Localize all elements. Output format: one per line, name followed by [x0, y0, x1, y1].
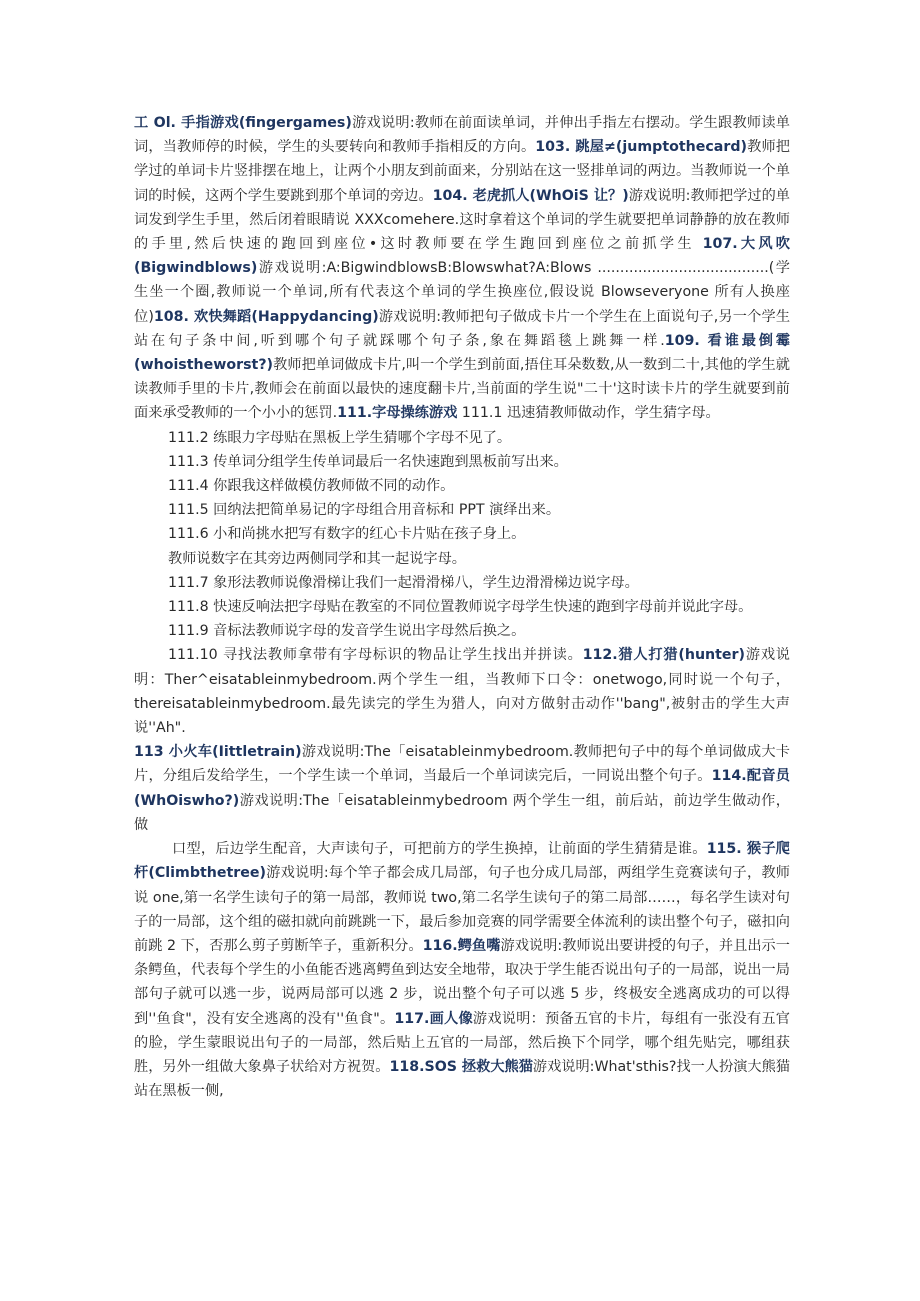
body-text: 游戏说明:The「eisatableinmybedroom 两个学生一组，前后站，前边学生做动作，做	[134, 792, 790, 833]
section-heading: 117.画人像	[394, 1010, 473, 1027]
section-heading: 109. 看谁最倒霉(whoistheworst?)	[134, 332, 790, 374]
section-heading: 116.鳄鱼嘴	[422, 937, 501, 954]
section-heading: 115. 猴子爬杆(Climbthetree)	[134, 841, 790, 882]
body-text: 游戏说明:教师把学过的单词发到学生手里，然后闭着眼睛说 XXXcomehere.这时拿着这个单词的学生就要把单词静静的放在教师的手里,然后快速的跑回到座位•这时教师要在学生跑回到座位之前抓学生	[134, 187, 790, 253]
paragraph	[134, 111, 790, 426]
body-text: 111.10 寻找法教师拿带有字母标识的物品让学生找出并拼读。	[168, 647, 583, 664]
body-text: 111.8 快速反响法把字母贴在教室的不同位置教师说字母学生快速的跑到字母前并说此字母。	[168, 599, 753, 616]
body-text: 游戏说明:What'sthis?找一人扮演大熊猫站在黑板一侧,	[134, 1058, 790, 1100]
section-heading: 104. 老虎抓人(WhOiS 让？)	[432, 187, 629, 204]
body-text: 教师把学过的单词卡片竖排摆在地上，让两个小朋友到前面来，分别站在这一竖排单词的两边。当教师说一个单词的时候，这两个学生要跳到那个单词的旁边。	[134, 139, 790, 204]
body-text: 游戏说明:The「eisatableinmybedroom.教师把句子中的每个单词做成大卡片，分组后发给学生，一个学生读一个单词，当最后一个单词读完后，一同说出整个句子。	[134, 744, 790, 785]
body-text: 111.1 迅速猜教师做动作，学生猜字母。	[457, 405, 720, 422]
body-text: 游戏说明:每个竿子都会成几局部，句子也分成几局部，两组学生竞赛读句子，教师说 one,第一名学生读句子的第一局部，教师说 two,第二名学生读句子的第二局部……，每名学生读对句子的一局部，这个组的磁扣就向前跳跳一下，最后参加竞赛的同学需要全体流利的读出整个句子，磁扣向前跳 2 下，否那么剪子剪断竿子，重新积分。	[134, 865, 790, 954]
body-text: 口型，后边学生配音，大声读句子，可把前方的学生换掉，让前面的学生猜猜是谁。	[172, 841, 707, 858]
section-heading: 113 小火车(Iittletrain)	[134, 744, 302, 761]
body-text: 游戏说明:教师在前面读单词，并伸出手指左右摆动。学生跟教师读单词，当教师停的时候，学生的头要转向和教师手指相反的方向。	[134, 115, 790, 156]
paragraph	[134, 619, 790, 643]
paragraph	[134, 547, 790, 571]
body-text: 111.3 传单词分组学生传单词最后一名快速跑到黑板前写出来。	[168, 453, 568, 470]
section-heading: 118.SOS 拯救大熊猫	[389, 1058, 533, 1075]
body-text: 教师把单词做成卡片,叫一个学生到前面,捂住耳朵数数,从一数到二十,其他的学生就读教师手里的卡片,教师会在前面以最快的速度翻卡片,当前面的学生说"二十'这时读卡片的学生就要到前面来承受教师的一个小小的惩罚.	[134, 357, 790, 422]
body-text: 游戏说明：Ther^eisatableinmybedroom.两个学生一组，当教师下口令：onetwogo,同时说一个句子，thereisatableinmybedroom.最先读完的学生为猎人，向对方做射击动作''bang",被射击的学生大声说''Ah".	[134, 647, 790, 737]
body-text: 111.9 音标法教师说字母的发音学生说出字母然后换之。	[168, 623, 526, 640]
section-heading: 112.猎人打猎(hunter)	[582, 647, 746, 664]
body-text: 111.4 你跟我这样做模仿教师做不同的动作。	[168, 478, 455, 495]
paragraph	[134, 740, 790, 837]
paragraph	[134, 426, 790, 450]
section-heading: 108. 欢快舞蹈(Happydancing)	[153, 308, 379, 325]
paragraph	[134, 450, 790, 474]
body-text: 111.2 练眼力字母贴在黑板上学生猜哪个字母不见了。	[168, 429, 512, 446]
body-text: 游戏说明:教师说出要讲授的句子，并且出示一条鳄鱼，代表每个学生的小鱼能否逃离鳄鱼到达安全地带，取决于学生能否说出句子的一局部，说出一局部句子就可以逃一步，说两局部可以逃 2 步，说出整个句子可以逃 5 步，终极安全逃离成功的可以得到''鱼食"，没有安全逃离的没有''鱼食"。	[134, 937, 790, 1027]
paragraph	[134, 522, 790, 546]
body-text: 111.7 象形法教师说像滑梯让我们一起滑滑梯八，学生边滑滑梯边说字母。	[168, 574, 639, 591]
body-text: 111.5 回纳法把简单易记的字母组合用音标和 PPT 演绎出来。	[168, 502, 561, 519]
paragraph	[134, 474, 790, 498]
paragraph	[134, 643, 790, 740]
body-text: 教师说数字在其旁边两侧同学和其一起说字母。	[168, 550, 466, 567]
paragraph	[134, 571, 790, 595]
body-text: 游戏说明:A:BigwindblowsB:Blowswhat?A:Blows ......................................(学生坐一个圈,教师说一个单词,所有代表这个单词的学生换座位,假设说 Blowseveryone 所有人换座位)	[134, 260, 790, 325]
document-body	[134, 111, 790, 1103]
body-text: 111.6 小和尚挑水把写有数字的红心卡片贴在孩子身上。	[168, 526, 526, 543]
body-text: 游戏说明:教师把句子做成卡片一个学生在上面说句子,另一个学生站在句子条中间,听到哪个句子就踩哪个句子条,象在舞蹈毯上跳舞一样.	[134, 308, 791, 349]
section-heading: 114.配音员 (WhOiswho?)	[134, 768, 790, 809]
paragraph	[134, 595, 790, 619]
section-heading: 工 Ol. 手指游戏(fingergames)	[134, 115, 352, 131]
paragraph	[134, 498, 790, 522]
section-heading: 107.大风吹 (Bigwindblows)	[134, 236, 790, 277]
section-heading: 111.字母操练游戏	[337, 405, 458, 422]
body-text: 游戏说明：预备五官的卡片，每组有一张没有五官的脸，学生蒙眼说出句子的一局部，然后贴上五官的一局部，然后换下个同学，哪个组先贴完，哪组获胜，另外一组做大象鼻子状给对方祝贺。	[134, 1010, 790, 1075]
paragraph	[134, 837, 790, 1103]
section-heading: 103. 跳屋≠(jumptothecard)	[535, 139, 747, 156]
